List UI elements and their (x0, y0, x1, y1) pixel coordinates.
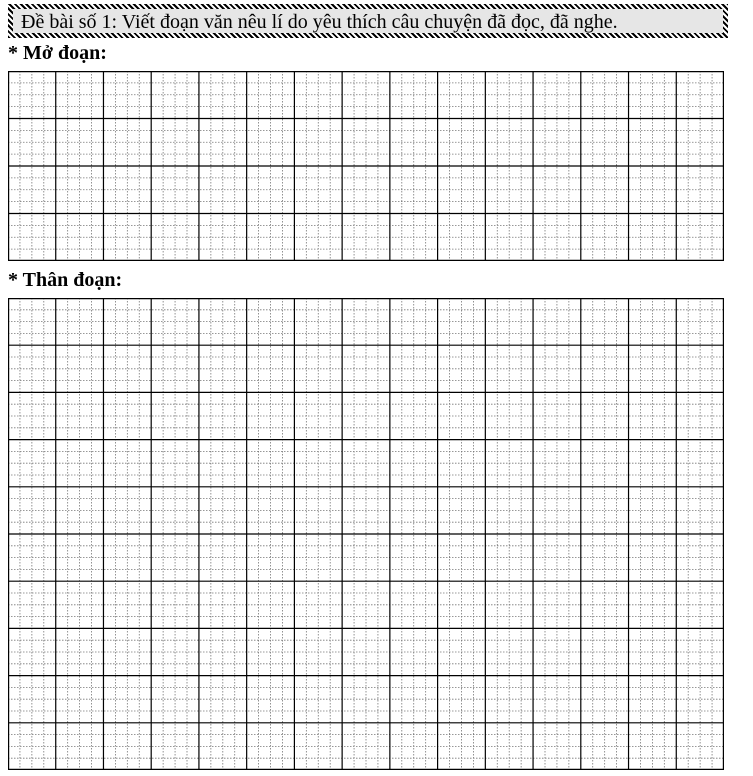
assignment-title-box (8, 4, 728, 38)
assignment-title: Đề bài số 1: Viết đoạn văn nêu lí do yêu thích câu chuyện đã đọc, đã nghe. (21, 11, 618, 33)
section-label-body: * Thân đoạn: (8, 269, 123, 291)
writing-grid-body[interactable] (8, 298, 724, 770)
writing-grid-opening[interactable] (8, 71, 724, 260)
section-label-opening: * Mở đoạn: (8, 42, 107, 64)
